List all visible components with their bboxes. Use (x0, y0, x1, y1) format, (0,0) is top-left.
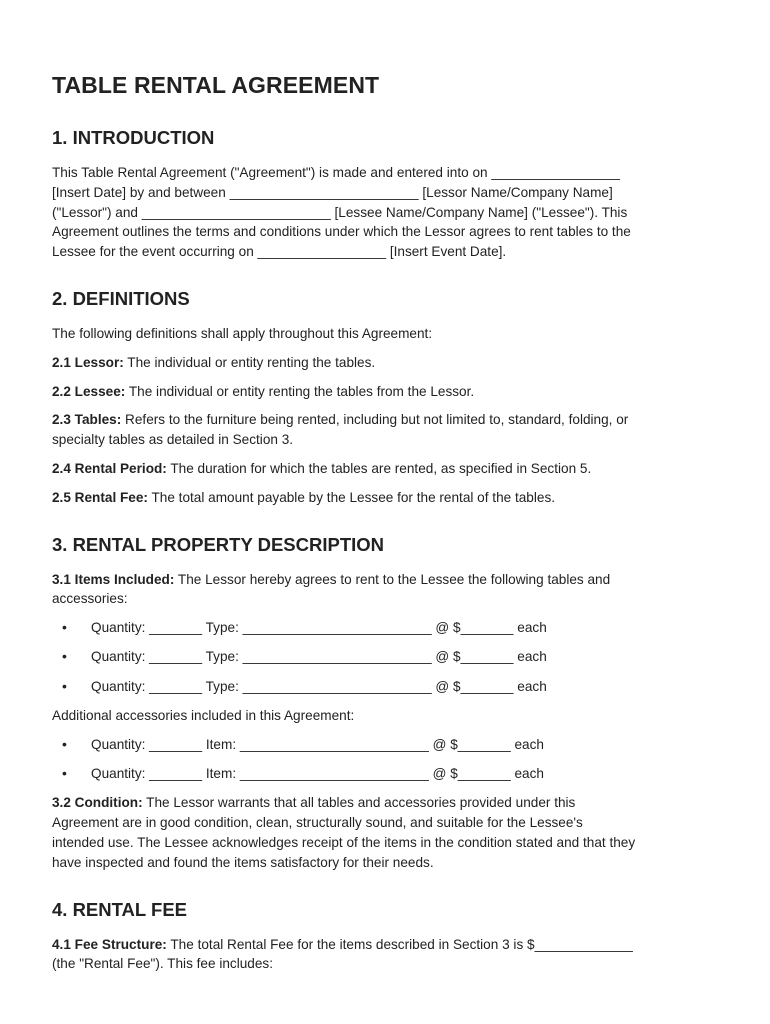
paragraph-text: have inspected and found the items satisfactory for their needs. (52, 854, 434, 870)
paragraph-text: The Lessor hereby agrees to rent to the Lessee the following tables and (174, 571, 611, 587)
section-rental-fee (52, 899, 718, 975)
paragraph-label: 3.2 Condition: (52, 795, 143, 811)
document-title: TABLE RENTAL AGREEMENT (52, 72, 380, 98)
items-included-paragraph (52, 570, 718, 610)
section-introduction (52, 127, 718, 262)
section-heading: 1. INTRODUCTION (52, 127, 215, 148)
intro-paragraph (52, 163, 718, 262)
paragraph-text: The total Rental Fee for the items described in Section 3 is $_____________ (166, 936, 633, 952)
definition-label: 2.4 Rental Period: (52, 460, 167, 476)
definition-rental-fee (52, 488, 718, 508)
paragraph-label: 3.1 Items Included: (52, 571, 175, 587)
list-item-text: Quantity: _______ Type: _________________________ @ $_______ each (91, 678, 547, 694)
tables-list (52, 618, 718, 696)
definition-text: The duration for which the tables are rented, as specified in Section 5. (166, 460, 592, 476)
definition-text: The individual or entity renting the tables from the Lessor. (125, 383, 475, 399)
fee-structure-paragraph (52, 935, 718, 975)
paragraph-text: The Lessor warrants that all tables and accessories provided under this (142, 795, 576, 811)
definition-label: 2.5 Rental Fee: (52, 489, 148, 505)
condition-paragraph (52, 793, 718, 872)
definition-rental-period (52, 459, 718, 479)
definition-lessor (52, 353, 718, 373)
bullet-icon: • (62, 677, 67, 694)
list-item-text: Quantity: _______ Type: _________________________ @ $_______ each (91, 620, 547, 636)
definition-text: The total amount payable by the Lessee for the rental of the tables. (147, 489, 556, 505)
definition-text: Refers to the furniture being rented, including but not limited to, standard, folding, or (121, 412, 629, 428)
section-rental-property (52, 534, 718, 873)
intro-line: [Insert Date] by and between _________________________ [Lessor Name/Company Name] (52, 184, 613, 200)
list-item (52, 735, 718, 755)
accessories-intro: Additional accessories included in this Agreement: (52, 708, 355, 724)
paragraph-label: 4.1 Fee Structure: (52, 936, 167, 952)
list-item (52, 764, 718, 784)
section-heading: 3. RENTAL PROPERTY DESCRIPTION (52, 533, 385, 555)
accessories-list (52, 735, 718, 784)
list-item (52, 647, 718, 667)
paragraph-text: intended use. The Lessee acknowledges receipt of the items in the condition stated and that they (52, 835, 636, 851)
list-item-text: Quantity: _______ Item: _________________________ @ $_______ each (91, 766, 544, 782)
definition-label: 2.1 Lessor: (52, 354, 124, 370)
bullet-icon: • (62, 765, 67, 782)
intro-line: Lessee for the event occurring on _________________ [Insert Event Date]. (52, 244, 507, 260)
paragraph-text: accessories: (52, 591, 128, 607)
definition-text: specialty tables as detailed in Section 3. (52, 432, 294, 448)
definition-text: The individual or entity renting the tables. (123, 354, 376, 370)
list-item (52, 677, 718, 697)
section-heading: 4. RENTAL FEE (52, 898, 188, 920)
definition-label: 2.3 Tables: (52, 412, 122, 428)
definitions-intro: The following definitions shall apply throughout this Agreement: (52, 325, 433, 341)
definition-lessee (52, 382, 718, 402)
definition-tables (52, 410, 718, 450)
list-item-text: Quantity: _______ Item: _________________________ @ $_______ each (91, 736, 544, 752)
list-item-text: Quantity: _______ Type: _________________________ @ $_______ each (91, 649, 547, 665)
bullet-icon: • (62, 735, 67, 752)
paragraph-text: (the "Rental Fee"). This fee includes: (52, 956, 273, 972)
intro-line: ("Lessor") and _________________________ [Lessee Name/Company Name] ("Lessee"). This (52, 204, 628, 220)
list-item (52, 618, 718, 638)
intro-line: This Table Rental Agreement ("Agreement") is made and entered into on _________________ (52, 165, 620, 180)
intro-line: Agreement outlines the terms and conditions under which the Lessor agrees to rent tables to the (52, 224, 631, 240)
bullet-icon: • (62, 619, 67, 636)
definition-label: 2.2 Lessee: (52, 383, 126, 399)
bullet-icon: • (62, 648, 67, 665)
section-heading: 2. DEFINITIONS (52, 287, 190, 309)
paragraph-text: Agreement are in good condition, clean, structurally sound, and suitable for the Lessee's (52, 815, 583, 831)
section-definitions (52, 288, 718, 508)
